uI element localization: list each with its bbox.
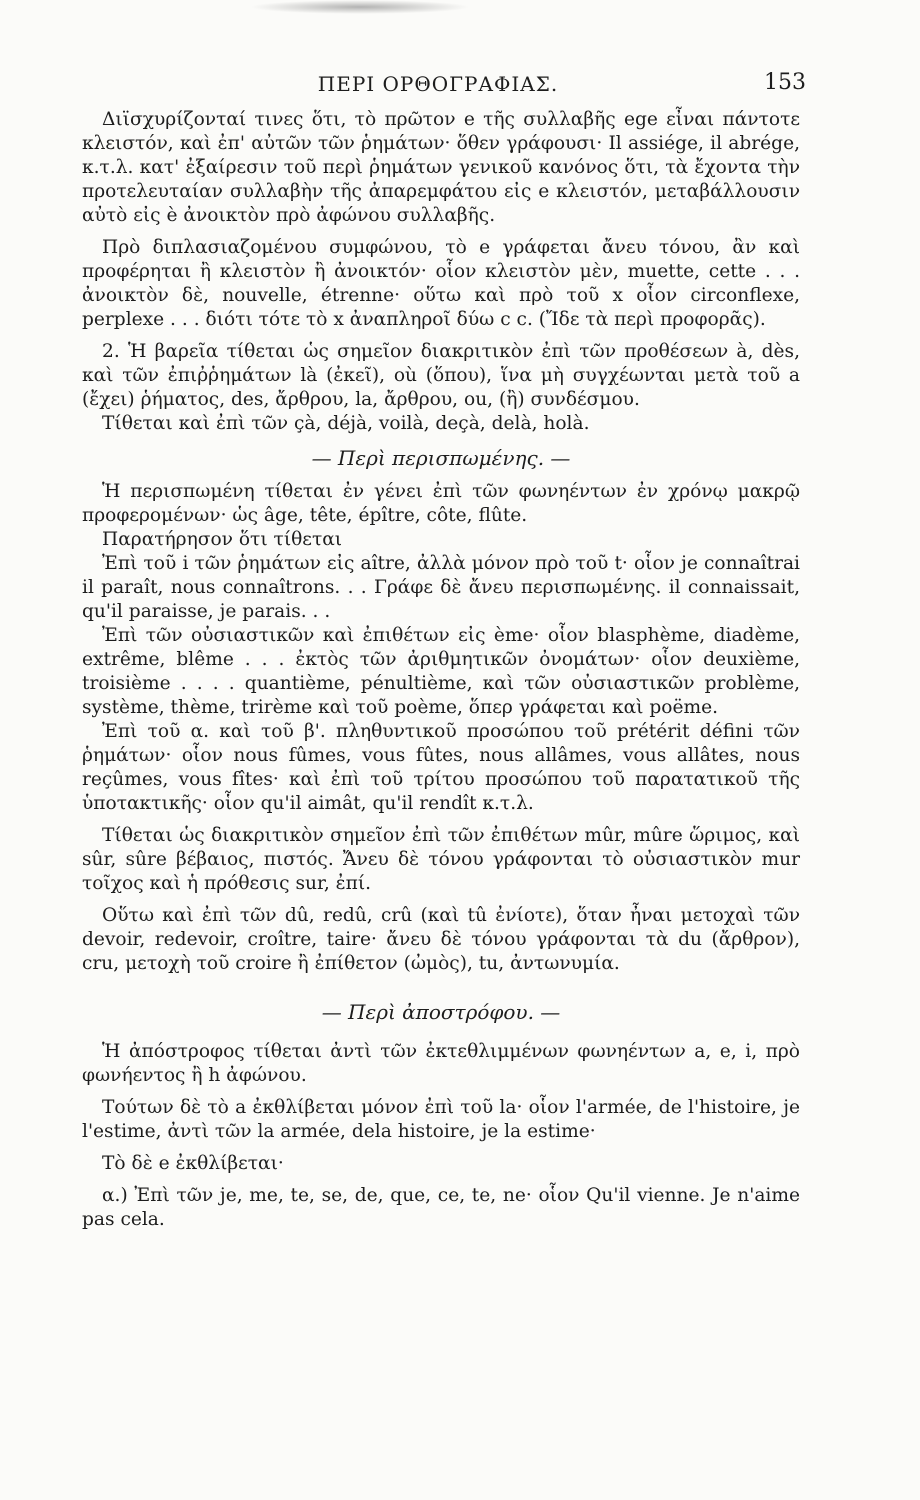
text-block [82,108,800,1232]
paragraph: Διϊσχυρίζονταί τινες ὅτι, τὸ πρῶτον e τῆς συλλαβῆς ege εἶναι πάντοτε κλειστόν, καὶ ἐπ' αὐτῶν τῶν ῥημάτων· ὅθεν γράφουσι· Il assiége, il abrége, κ.τ.λ. κατ' ἐξαίρεσιν τοῦ περὶ ῥημάτων γενικοῦ κανόνος ὅτι, τὰ ἔχοντα τὴν προτελευταίαν συλλαβὴν τῆς ἀπαρεμφάτου εἰς e κλειστόν, μεταβάλλουσιν αὐτὸ εἰς è ἀνοικτὸν πρὸ ἀφώνου συλλαβῆς. [82,109,800,226]
paragraph: Ἐπὶ τοῦ i τῶν ῥημάτων εἰς aître, ἀλλὰ μόνον πρὸ τοῦ t· οἷον je connaîtrai il paraît, nous connaîtrons. . . Γράφε δὲ ἄνευ περισπωμένης. il connaissait, qu'il paraisse, je parais. . . [82,553,800,622]
paragraph: Τούτων δὲ τὸ a ἐκθλίβεται μόνον ἐπὶ τοῦ la· οἷον l'armée, de l'histoire, je l'estime, ἀντὶ τῶν la armée, dela histoire, je la estime· [82,1097,800,1142]
paragraph: Τίθεται ὡς διακριτικὸν σημεῖον ἐπὶ τῶν ἐπιθέτων mûr, mûre ὥριμος, καὶ sûr, sûre βέβαιος, πιστός. Ἄνευ δὲ τόνου γράφονται τὸ οὐσιαστικὸν mur τοῖχος καὶ ἡ πρόθεσις sur, ἐπί. [82,825,800,894]
paragraph: α.) Ἐπὶ τῶν je, me, te, se, de, que, ce, te, ne· οἷον Qu'il vienne. Je n'aime pas cela. [82,1185,800,1230]
section-heading: — Περὶ ἀποστρόφου. — [321,1000,561,1024]
paragraph: Ἐπὶ τοῦ α. καὶ τοῦ β'. πληθυντικοῦ προσώπου τοῦ prétérit défini τῶν ῥημάτων· οἷον nous fûmes, vous fûtes, nous allâmes, vous allâtes, nous reçûmes, vous fîtes· καὶ ἐπὶ τοῦ τρίτου προσώπου τοῦ παρατατικοῦ τῆς ὑποτακτικῆς· οἷον qu'il aimât, qu'il rendît κ.τ.λ. [82,721,800,814]
paragraph: 2. Ἡ βαρεῖα τίθεται ὡς σημεῖον διακριτικὸν ἐπὶ τῶν προθέσεων à, dès, καὶ τῶν ἐπιῤῥημάτων là (ἐκεῖ), où (ὅπου), ἵνα μὴ συγχέωνται μετὰ τοῦ a (ἔχει) ῥήματος, des, ἄρθρου, la, ἄρθρου, ou, (ἢ) συνδέσμου. [82,341,800,410]
running-head [78,66,806,100]
running-title: ΠΕΡΙ ΟΡΘΟΓΡΑΦΙΑΣ. [317,72,559,96]
paragraph: Ἐπὶ τῶν οὐσιαστικῶν καὶ ἐπιθέτων εἰς ème· οἷον blasphème, diadème, extrême, blême . . . ἐκτὸς τῶν ἀριθμητικῶν ὀνομάτων· οἷον deuxième, troisième . . . . quantième, pénultième, καὶ τῶν οὐσιαστικῶν problème, système, thème, trirème καὶ τοῦ poème, ὅπερ γράφεται καὶ poëme. [82,625,800,718]
paragraph: Παρατήρησον ὅτι τίθεται [102,529,343,550]
page-number: 153 [764,70,806,95]
section-heading: — Περὶ περισπωμένης. — [311,446,571,470]
paragraph: Πρὸ διπλασιαζομένου συμφώνου, τὸ e γράφεται ἄνευ τόνου, ἂν καὶ προφέρηται ἢ κλειστὸν ἢ ἀνοικτόν· οἷον κλειστὸν μὲν, muette, cette . . . ἀνοικτὸν δὲ, nouvelle, étrenne· οὕτω καὶ πρὸ τοῦ x οἷον circonflexe, perplexe . . . διότι τότε τὸ x ἀναπληροῖ δύω c c. (Ἴδε τὰ περὶ προφορᾶς). [82,237,800,330]
paragraph: Οὕτω καὶ ἐπὶ τῶν dû, redû, crû (καὶ tû ἐνίοτε), ὅταν ἦναι μετοχαὶ τῶν devoir, redevoir, croître, taire· ἄνευ δὲ τόνου γράφονται τὰ du (ἄρθρον), cru, μετοχὴ τοῦ croire ἢ ἐπίθετον (ὠμὸς), tu, ἀντωνυμία. [82,905,800,974]
paragraph: Τίθεται καὶ ἐπὶ τῶν çà, déjà, voilà, deçà, delà, holà. [102,413,590,434]
paragraph: Ἡ περισπωμένη τίθεται ἐν γένει ἐπὶ τῶν φωνηέντων ἐν χρόνῳ μακρῷ προφερομένων· ὡς âge, tête, épître, côte, flûte. [82,481,800,526]
scan-smudge [250,0,470,14]
paragraph: Ἡ ἀπόστροφος τίθεται ἀντὶ τῶν ἐκτεθλιμμένων φωνηέντων a, e, i, πρὸ φωνήεντος ἢ h ἀφώνου. [82,1041,800,1086]
paragraph: Τὸ δὲ e ἐκθλίβεται· [102,1153,284,1174]
